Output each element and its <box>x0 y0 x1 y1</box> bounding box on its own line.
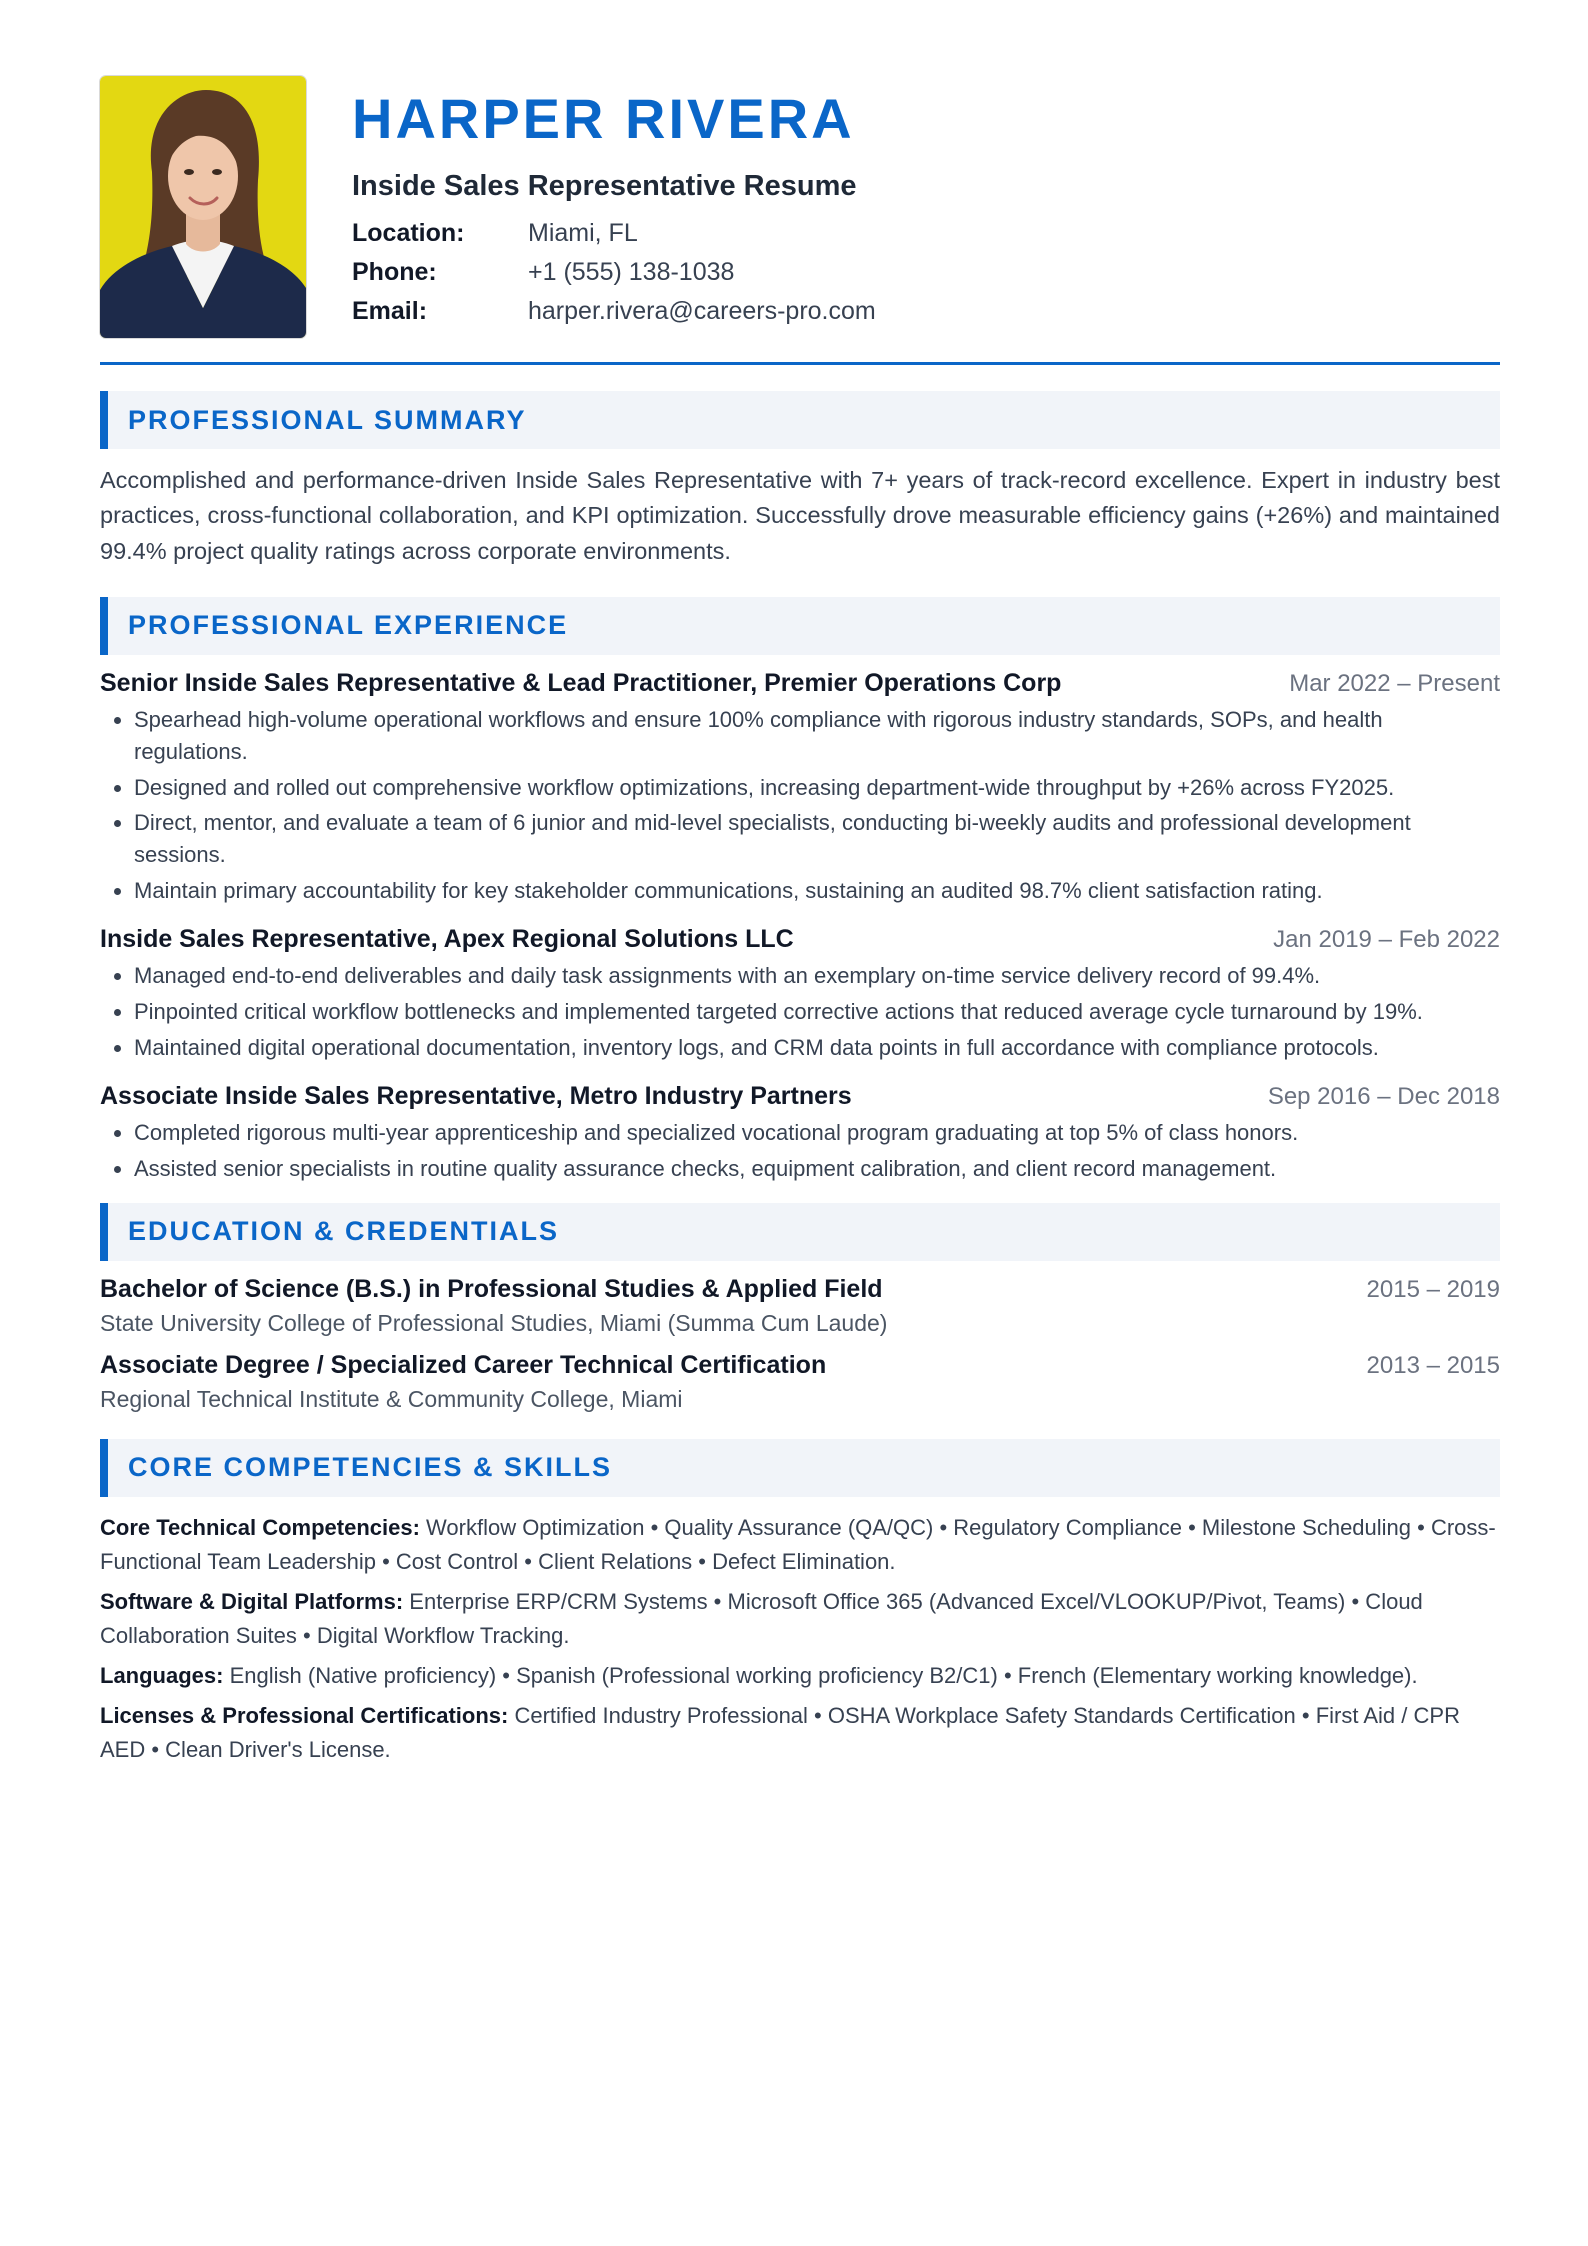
job-bullet: • Direct, mentor, and evaluate a team of 6 junior and mid-level specialists, conducting bi-weekly audits and professional development sessions. <box>134 807 1500 871</box>
header-text <box>352 76 876 326</box>
education-date: 2013 – 2015 <box>1366 1351 1500 1379</box>
skill-text: Workflow Optimization • Quality Assurance (QA/QC) • Regulatory Compliance • Milestone Scheduling • Cross-Functional Team Leadership • Cost Control • Client Relations • Defect Elimination. <box>100 1514 1496 1574</box>
education-section-header <box>100 1203 1500 1261</box>
resume-subtitle: Inside Sales Representative Resume <box>352 169 857 202</box>
education-header <box>100 1275 1500 1304</box>
skill-label: Core Technical Competencies: <box>100 1514 420 1540</box>
skill-label: Software & Digital Platforms: <box>100 1588 404 1614</box>
contact-info <box>352 219 876 326</box>
institution-name: State University College of Professional Studies, Miami (Summa Cum Laude) <box>100 1309 888 1336</box>
job-bullet: • Maintain primary accountability for key stakeholder communications, sustaining an audited 98.7% client satisfaction rating. <box>134 875 1500 907</box>
skill-row <box>100 1699 1500 1767</box>
job-title: Senior Inside Sales Representative & Lead Practitioner, Premier Operations Corp <box>100 668 1062 697</box>
job-bullets <box>100 960 1500 1064</box>
experience-section-header <box>100 597 1500 655</box>
email-label: Email: <box>352 296 428 325</box>
job-bullet: • Managed end-to-end deliverables and daily task assignments with an exemplary on-time service delivery record of 99.4%. <box>134 960 1500 992</box>
profile-photo <box>100 76 306 338</box>
job-bullet: • Designed and rolled out comprehensive workflow optimizations, increasing department-wide throughput by +26% across FY2025. <box>134 772 1500 804</box>
job-date: Mar 2022 – Present <box>1289 669 1500 697</box>
experience-section-title: PROFESSIONAL EXPERIENCE <box>128 610 569 641</box>
degree-title: Associate Degree / Specialized Career Technical Certification <box>100 1350 827 1379</box>
education-header <box>100 1351 1500 1380</box>
email-value: harper.rivera@careers-pro.com <box>528 296 876 325</box>
job-bullets <box>100 1117 1500 1185</box>
job-bullet: • Spearhead high-volume operational workflows and ensure 100% compliance with rigorous industry standards, SOPs, and health regulations. <box>134 704 1500 768</box>
summary-section-title: PROFESSIONAL SUMMARY <box>128 404 527 435</box>
degree-title: Bachelor of Science (B.S.) in Professional Studies & Applied Field <box>100 1274 883 1303</box>
summary-section-header <box>100 391 1500 449</box>
job-date: Jan 2019 – Feb 2022 <box>1273 926 1500 954</box>
job-bullet: • Completed rigorous multi-year apprenticeship and specialized vocational program graduating at top 5% of class honors. <box>134 1117 1500 1149</box>
skill-row <box>100 1659 1500 1693</box>
phone-label: Phone: <box>352 257 437 286</box>
job-bullet: • Maintained digital operational documentation, inventory logs, and CRM data points in full accordance with compliance protocols. <box>134 1032 1500 1064</box>
job-header <box>100 1082 1500 1111</box>
education-section-title: EDUCATION & CREDENTIALS <box>128 1216 560 1247</box>
skill-row <box>100 1511 1500 1579</box>
job-bullet: • Pinpointed critical workflow bottlenecks and implemented targeted corrective actions that reduced average cycle turnaround by 19%. <box>134 996 1500 1028</box>
skill-text: English (Native proficiency) • Spanish (Professional working proficiency B2/C1) • French (Elementary working knowledge). <box>229 1662 1418 1688</box>
education-entry <box>100 1351 1500 1413</box>
job-header <box>100 925 1500 954</box>
profile-photo-image <box>100 76 306 338</box>
resume-header <box>100 76 1500 338</box>
job-header <box>100 669 1500 698</box>
job-entry <box>100 1082 1500 1185</box>
skill-label: Languages: <box>100 1662 224 1688</box>
job-entry <box>100 669 1500 907</box>
job-title: Inside Sales Representative, Apex Regional Solutions LLC <box>100 925 794 954</box>
skills-section-title: CORE COMPETENCIES & SKILLS <box>128 1452 613 1483</box>
skill-text: Certified Industry Professional • OSHA Workplace Safety Standards Certification • First Aid / CPR AED • Clean Driver's License. <box>100 1703 1460 1763</box>
job-entry <box>100 925 1500 1064</box>
location-label: Location: <box>352 218 465 247</box>
job-bullet: • Assisted senior specialists in routine quality assurance checks, equipment calibration, and client record management. <box>134 1153 1500 1185</box>
skill-text: Enterprise ERP/CRM Systems • Microsoft Office 365 (Advanced Excel/VLOOKUP/Pivot, Teams) • Cloud Collaboration Suites • Digital Workflow Tracking. <box>100 1588 1423 1648</box>
header-divider <box>100 362 1500 365</box>
skill-label: Licenses & Professional Certifications: <box>100 1703 509 1729</box>
location-value: Miami, FL <box>528 218 638 247</box>
job-title: Associate Inside Sales Representative, Metro Industry Partners <box>100 1081 852 1110</box>
job-date: Sep 2016 – Dec 2018 <box>1267 1082 1500 1110</box>
candidate-name: HARPER RIVERA <box>352 87 855 150</box>
education-date: 2015 – 2019 <box>1366 1275 1500 1303</box>
education-entry <box>100 1275 1500 1337</box>
summary-text: Accomplished and performance-driven Inside Sales Representative with 7+ years of track-record excellence. Expert in industry best practices, cross-functional collaboration, and KPI optimization. Successfully drove measurable efficiency gains (+26%) and maintained 99.4% project quality ratings across corporate environments. <box>100 467 1500 564</box>
skill-row <box>100 1585 1500 1653</box>
phone-value: +1 (555) 138-1038 <box>528 257 735 286</box>
skills-section-header <box>100 1439 1500 1497</box>
job-bullets <box>100 704 1500 907</box>
institution-name: Regional Technical Institute & Community College, Miami <box>100 1385 683 1412</box>
